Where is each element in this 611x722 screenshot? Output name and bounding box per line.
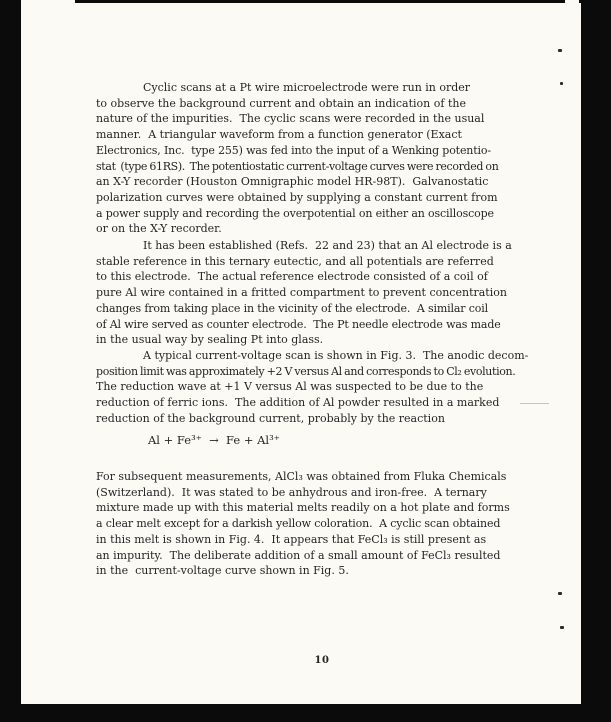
text-line: stat (type 61RS). The potentiostatic current-voltage curves were recorded on (96, 159, 499, 173)
scan-speck (558, 49, 562, 52)
text-line: It has been established (Refs. 22 and 23) that an Al electrode is a (143, 239, 512, 252)
paragraph-typical-scan (96, 348, 548, 427)
text-line: position limit was approximately +2 V versus Al and corresponds to Cl₂ evolution. (96, 364, 516, 378)
text-line: reduction of the background current, probably by the reaction (96, 411, 445, 425)
document-page (21, 3, 581, 704)
text-line: changes from taking place in the vicinity of the electrode. A similar coil (96, 301, 488, 315)
text-line: Electronics, Inc. type 255) was fed into the input of a Wenking potentio- (96, 143, 491, 157)
scan-edge-gap (565, 0, 579, 3)
scan-speck (558, 592, 562, 595)
text-line: mixture made up with this material melts readily on a hot plate and forms (96, 501, 510, 515)
scan-artifact-line (520, 403, 549, 404)
text-line: The reduction wave at +1 V versus Al was suspected to be due to the (96, 380, 484, 394)
text-line: manner. A triangular waveform from a function generator (Exact (96, 128, 462, 142)
text-line: or on the X-Y recorder. (96, 222, 222, 236)
chemical-equation: Al + Fe³⁺ → Fe + Al³⁺ (148, 433, 280, 447)
text-line: of Al wire served as counter electrode. The Pt needle electrode was made (96, 317, 501, 331)
text-line: in the current-voltage curve shown in Fig. 5. (96, 564, 349, 578)
text-line: pure Al wire contained in a fritted compartment to prevent concentration (96, 286, 507, 300)
page-number: 10 (314, 655, 330, 666)
scan-speck (560, 626, 564, 629)
text-line: stable reference in this ternary eutectic, and all potentials are referred (96, 254, 494, 268)
text-line: nature of the impurities. The cyclic scans were recorded in the usual (96, 112, 485, 126)
text-line: in this melt is shown in Fig. 4. It appears that FeCl₃ is still present as (96, 532, 487, 546)
text-line: (Switzerland). It was stated to be anhydrous and iron-free. A ternary (96, 485, 487, 499)
text-line: polarization curves were obtained by supplying a constant current from (96, 190, 498, 204)
text-line: to observe the background current and obtain an indication of the (96, 96, 466, 110)
text-line: reduction of ferric ions. The addition of Al powder resulted in a marked (96, 396, 500, 410)
scan-edge-gap (21, 0, 75, 3)
text-line: For subsequent measurements, AlCl₃ was obtained from Fluka Chemicals (96, 470, 507, 483)
text-line: A typical current-voltage scan is shown in Fig. 3. The anodic decom- (143, 349, 529, 362)
text-line: to this electrode. The actual reference electrode consisted of a coil of (96, 270, 488, 284)
text-line: a clear melt except for a darkish yellow coloration. A cyclic scan obtained (96, 517, 501, 531)
text-line: an X-Y recorder (Houston Omnigraphic model HR-98T). Galvanostatic (96, 175, 489, 189)
paragraph-cyclic-scans (96, 80, 548, 237)
scan-speck (560, 82, 563, 85)
paragraph-al-reference (96, 238, 548, 348)
text-line: Cyclic scans at a Pt wire microelectrode were run in order (143, 81, 471, 94)
paragraph-fluka-chemicals (96, 469, 548, 579)
text-line: an impurity. The deliberate addition of a small amount of FeCl₃ resulted (96, 548, 501, 562)
text-line: in the usual way by sealing Pt into glass. (96, 333, 324, 347)
text-line: a power supply and recording the overpotential on either an oscilloscope (96, 206, 494, 220)
